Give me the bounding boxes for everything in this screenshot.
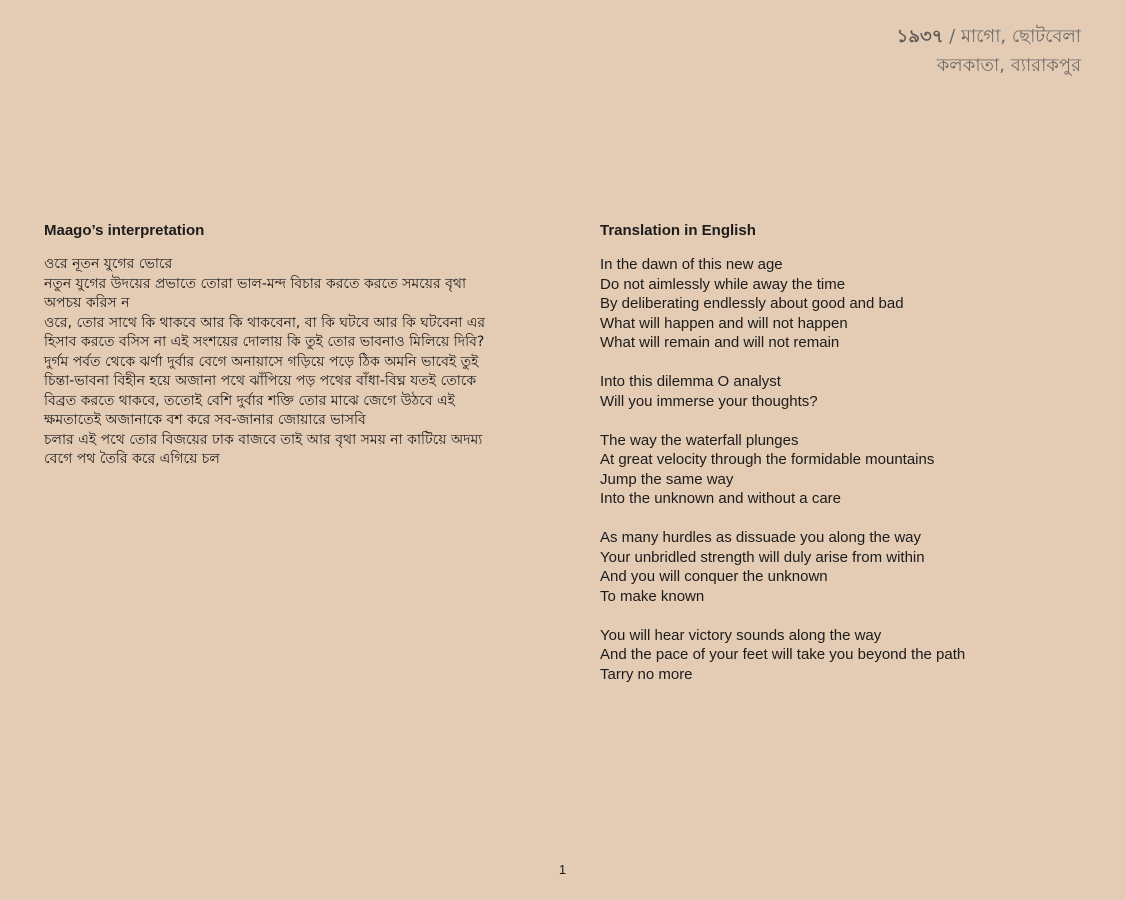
header-separator: / [943,26,961,47]
english-translation-column [600,221,1100,704]
translation-line: At great velocity through the formidable mountains [600,451,935,468]
header-title-line [897,22,1081,51]
translation-line: To make known [600,587,705,605]
bengali-line: অপচয় করিস ন [44,295,130,311]
page-number: 1 [558,862,567,877]
translation-line: By deliberating endlessly about good and bad [600,295,904,312]
header-location: কলকাতা, ব্যারাকপুর [936,55,1081,76]
translation-line: What will happen and will not happen [600,314,848,332]
left-column-title: Maago’s interpretation [44,222,205,239]
bengali-line: চিন্তা-ভাবনা বিহীন হয়ে অজানা পথে ঝাঁপিয়ে পড় পথের বাঁধা-বিঘ্ন যতই তোকে [44,373,477,389]
translation-line: The way the waterfall plunges [600,431,799,449]
translation-line: As many hurdles as dissuade you along the way [600,529,922,546]
bengali-line: চলার এই পথে তোর বিজয়ের ঢাক বাজবে তাই আর বৃথা সময় না কাটিয়ে অদম্য [44,431,483,448]
bengali-line: বেগে পথ তৈরি করে এগিয়ে চল [44,451,220,467]
translation-line: Will you immerse your thoughts? [600,392,818,410]
translation-line: Jump the same way [600,470,734,488]
english-text [600,255,1100,684]
stanza [600,255,1100,353]
translation-line: Tarry no more [600,665,693,683]
bengali-line: নতুন যুগের উদয়ের প্রভাতে তোরা ভাল-মন্দ বিচার করতে করতে সময়ের বৃথা [44,275,467,292]
header-title: মাগো, ছোটবেলা [960,26,1081,47]
translation-line: And you will conquer the unknown [600,568,828,585]
bengali-line: ক্ষমতাতেই অজানাকে বশ করে সব-জানার জোয়ারে ভাসবি [44,412,366,428]
bengali-text [44,255,544,470]
bengali-line: বিব্রত করতে থাকবে, ততোই বেশি দুর্বার শক্তি তোর মাঝে জেগে উঠবে এই [44,392,455,409]
translation-line: Your unbridled strength will duly arise from within [600,548,925,566]
translation-line: Into the unknown and without a care [600,490,841,507]
right-column-title: Translation in English [600,222,756,239]
stanza [600,431,1100,509]
translation-line: What will remain and will not remain [600,334,840,351]
translation-line: In the dawn of this new age [600,256,783,273]
bengali-interpretation-column [44,221,544,470]
translation-line: You will hear victory sounds along the way [600,626,882,644]
bengali-line: ওরে, তোর সাথে কি থাকবে আর কি থাকবেনা, বা কি ঘটবে আর কি ঘটবেনা এর [44,314,486,331]
stanza [600,626,1100,685]
bengali-line: হিসাব করতে বসিস না এই সংশয়ের দোলায় কি তুই তোর ভাবনাও মিলিয়ে দিবি? [44,334,485,350]
translation-line: Into this dilemma O analyst [600,373,781,390]
bengali-line: ওরে নূতন যুগের ভোরে [44,256,173,272]
translation-line: Do not aimlessly while away the time [600,275,846,293]
header-year: ১৯৩৭ [896,26,944,47]
translation-line: And the pace of your feet will take you beyond the path [600,646,966,663]
page-header [897,22,1081,80]
stanza [600,372,1100,411]
bengali-line: দুর্গম পর্বত থেকে ঝর্ণা দুর্বার বেগে অনায়াসে গড়িয়ে পড়ে ঠিক অমনি ভাবেই তুই [44,353,479,370]
stanza [600,528,1100,606]
